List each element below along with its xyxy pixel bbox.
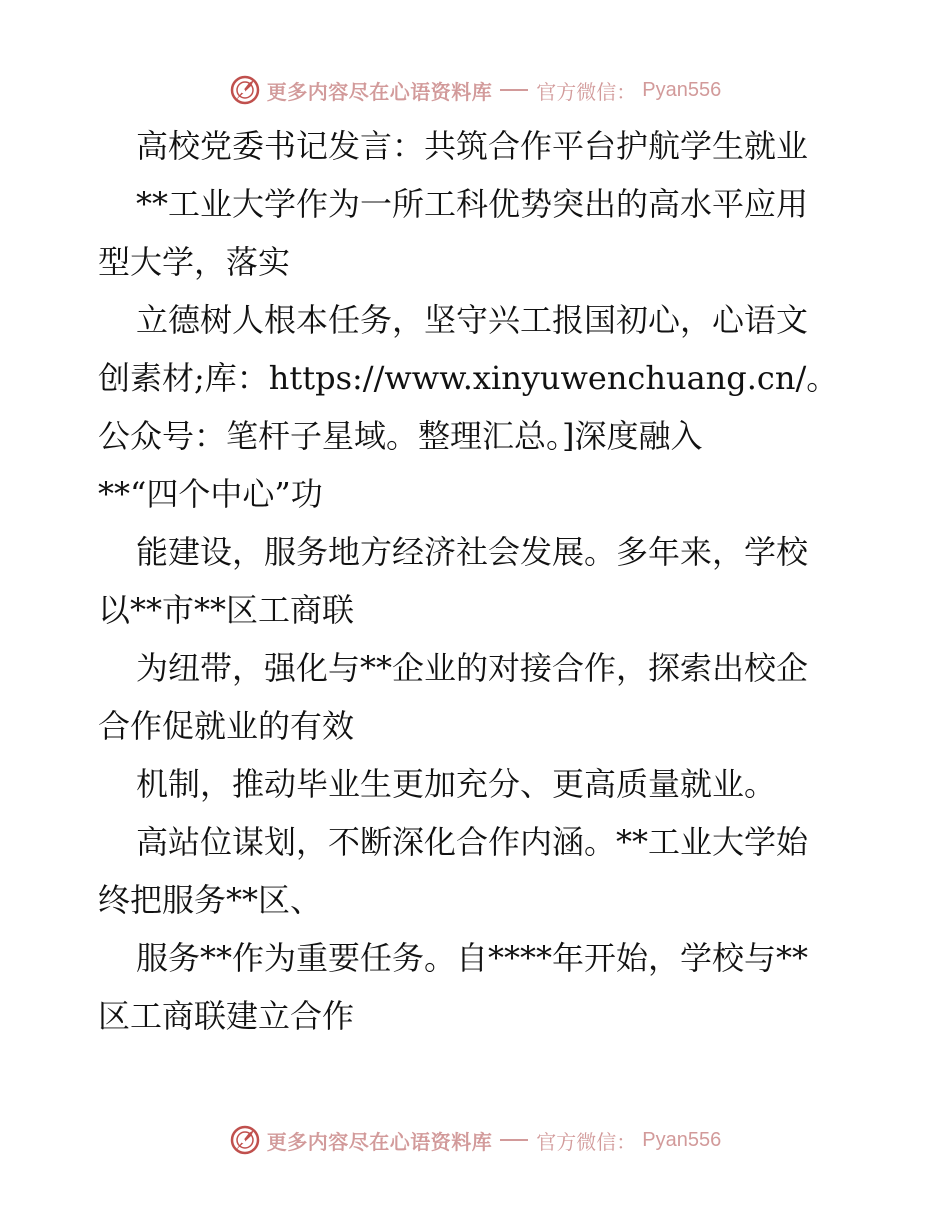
paragraph-line: 公众号：笔杆子星域。整理汇总。]深度融入 — [98, 417, 703, 455]
quill-logo-icon — [229, 74, 261, 106]
header-banner — [0, 72, 950, 108]
paragraph-line: 高站位谋划，不断深化合作内涵。**工业大学始 — [136, 823, 809, 861]
footer-wechat-label: 官方微信： — [536, 1129, 637, 1154]
document-body — [98, 117, 858, 1045]
header-wechat-label: 官方微信： — [536, 79, 637, 104]
footer-wechat-id: Pyan556 — [642, 1128, 722, 1151]
paragraph-line: 立德树人根本任务，坚守兴工报国初心，心语文 — [136, 301, 809, 339]
header-wechat-id: Pyan556 — [642, 78, 722, 101]
paragraph-line: 能建设，服务地方经济社会发展。多年来，学校 — [136, 533, 809, 571]
paragraph-line: 服务**作为重要任务。自****年开始，学校与** — [136, 939, 809, 977]
paragraph-line: **“四个中心”功 — [98, 475, 323, 513]
paragraph-line: 机制，推动毕业生更加充分、更高质量就业。 — [136, 765, 777, 803]
paragraph-line: 终把服务**区、 — [98, 881, 323, 919]
paragraph-line: 型大学，落实 — [98, 243, 291, 281]
header-banner-text: 更多内容尽在心语资料库 — [266, 79, 493, 104]
paragraph-line: **工业大学作为一所工科优势突出的高水平应用 — [136, 185, 809, 223]
footer-banner-separator — [500, 1139, 528, 1141]
header-banner-separator — [500, 89, 528, 91]
paragraph-line: 创素材;库：https://www.xinyuwenchuang.cn/。 — [98, 359, 839, 397]
paragraph-line: 以**市**区工商联 — [98, 591, 355, 629]
paragraph-line: 为纽带，强化与**企业的对接合作，探索出校企 — [136, 649, 809, 687]
paragraph-line: 区工商联建立合作 — [98, 997, 355, 1035]
quill-logo-icon — [229, 1124, 261, 1156]
footer-banner-text: 更多内容尽在心语资料库 — [266, 1129, 493, 1154]
document-title: 高校党委书记发言：共筑合作平台护航学生就业 — [136, 127, 809, 165]
paragraph-line: 合作促就业的有效 — [98, 707, 355, 745]
footer-banner — [0, 1122, 950, 1158]
